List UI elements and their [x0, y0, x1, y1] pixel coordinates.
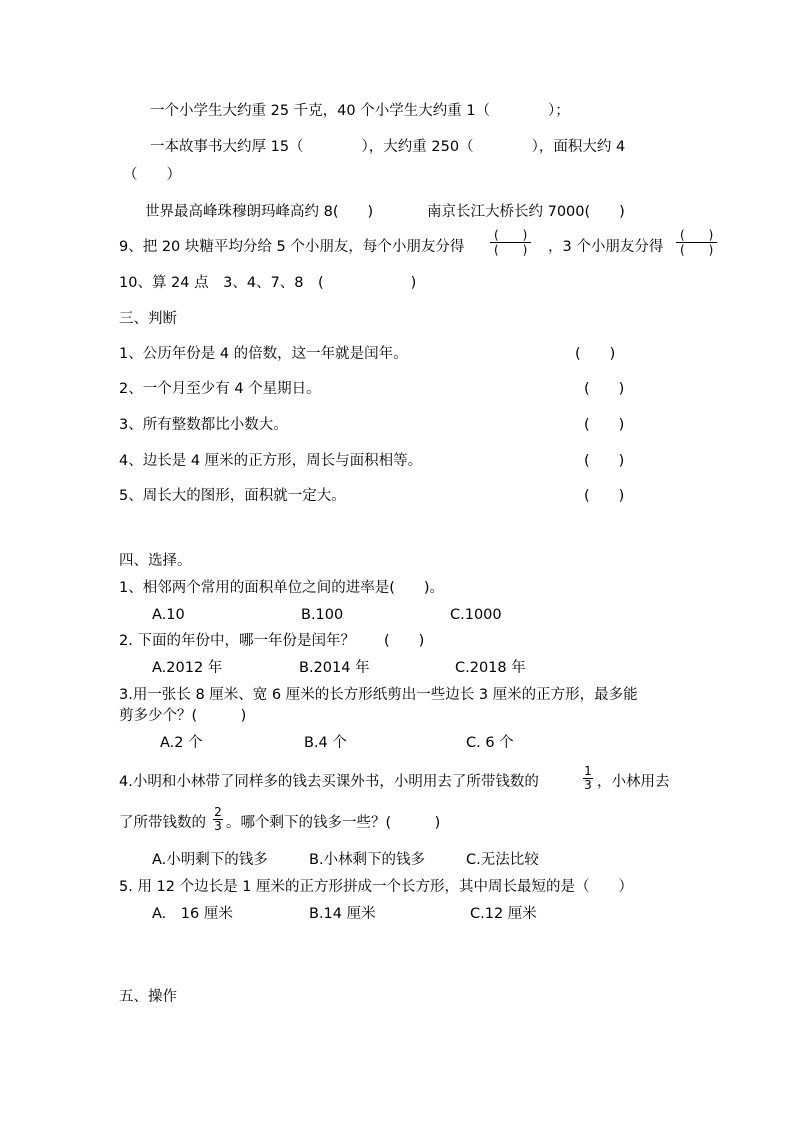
section-heading-choice: 四、选择。: [119, 553, 192, 569]
choice-q1-option-b: B.100: [301, 607, 344, 623]
judge-item-1: 1、公历年份是 4 的倍数，这一年就是闰年。: [119, 346, 408, 362]
choice-q1-option-c: C.1000: [450, 607, 502, 623]
fill-line-4a: 世界最高峰珠穆朗玛峰高约 8( ): [145, 204, 374, 220]
fraction-denominator: ( ): [680, 243, 714, 257]
judge-paren-3: ( ): [584, 417, 625, 433]
choice-q2-option-a: A.2012 年: [152, 660, 223, 676]
fraction-one-third: [583, 765, 593, 792]
choice-q1-option-a: A.10: [152, 607, 185, 623]
choice-q5-option-c: C.12 厘米: [470, 906, 537, 922]
judge-paren-5: ( ): [584, 488, 625, 504]
choice-q4-option-b: B.小林剩下的钱多: [309, 852, 426, 868]
judge-item-5: 5、周长大的图形，面积就一定大。: [119, 488, 346, 504]
choice-q2-option-c: C.2018 年: [455, 660, 526, 676]
judge-item-2: 2、一个月至少有 4 个星期日。: [119, 381, 321, 397]
choice-q4-option-a: A.小明剩下的钱多: [152, 852, 268, 868]
fraction-denominator: ( ): [494, 243, 528, 257]
fraction-numerator: ( ): [680, 228, 714, 242]
question-9-part1: 9、把 20 块糖平均分给 5 个小朋友，每个小朋友分得: [119, 239, 465, 255]
judge-item-4: 4、边长是 4 厘米的正方形，周长与面积相等。: [119, 453, 423, 469]
fraction-numerator: 1: [584, 764, 592, 778]
choice-q4-stem-line2a: 了所带钱数的: [119, 815, 206, 831]
fraction-two-thirds: [213, 806, 223, 833]
fraction-denominator: 3: [584, 778, 592, 792]
judge-paren-2: ( ): [584, 381, 625, 397]
choice-q4-stem-line1: 4.小明和小林带了同样多的钱去买课外书，小明用去了所带钱数的: [119, 774, 539, 790]
judge-paren-4: ( ): [584, 453, 625, 469]
choice-q4-stem-line2b: 。哪个剩下的钱多一些？( ): [226, 815, 441, 831]
fraction-numerator: 2: [214, 805, 222, 819]
choice-q3-stem-line1: 3.用一张长 8 厘米、宽 6 厘米的长方形纸剪出一些边长 3 厘米的正方形，最多能: [119, 687, 638, 703]
choice-q5-option-a: A. 16 厘米: [152, 906, 233, 922]
fraction-denominator: 3: [214, 819, 222, 833]
choice-q1-stem: 1、相邻两个常用的面积单位之间的进率是( )。: [119, 580, 445, 596]
answer-fraction-2: [676, 228, 717, 257]
judge-item-3: 3、所有整数都比小数大。: [119, 417, 288, 433]
section-heading-operate: 五、操作: [119, 989, 177, 1005]
question-9-part2: ，3 个小朋友分得: [548, 239, 664, 255]
fraction-numerator: ( ): [494, 228, 528, 242]
choice-q2-option-b: B.2014 年: [299, 660, 370, 676]
answer-fraction-1: [490, 228, 531, 257]
judge-paren-1: ( ): [575, 346, 616, 362]
fill-line-2: 一本故事书大约厚 15（ ），大约重 250（ ），面积大约 4: [150, 139, 626, 155]
fill-line-1: 一个小学生大约重 25 千克，40 个小学生大约重 1（ ）；: [150, 103, 570, 119]
choice-q3-option-c: C. 6 个: [466, 735, 514, 751]
section-heading-judge: 三、判断: [119, 311, 177, 327]
choice-q3-stem-line2: 剪多少个？( ): [119, 708, 247, 724]
choice-q2-stem: 2. 下面的年份中，哪一年份是闰年？ ( ): [119, 633, 425, 649]
choice-q4-stem-line1b: ，小林用去: [597, 774, 670, 790]
fill-line-3: （ ）: [123, 167, 181, 183]
choice-q5-option-b: B.14 厘米: [309, 906, 376, 922]
choice-q5-stem: 5. 用 12 个边长是 1 厘米的正方形拼成一个长方形，其中周长最短的是（ ）: [119, 879, 634, 895]
question-10: 10、算 24 点 3、4、7、8 ( ): [119, 275, 417, 291]
choice-q4-option-c: C.无法比较: [466, 852, 539, 868]
choice-q3-option-a: A.2 个: [160, 735, 203, 751]
choice-q3-option-b: B.4 个: [304, 735, 347, 751]
fill-line-4b: 南京长江大桥长约 7000( ): [427, 204, 625, 220]
